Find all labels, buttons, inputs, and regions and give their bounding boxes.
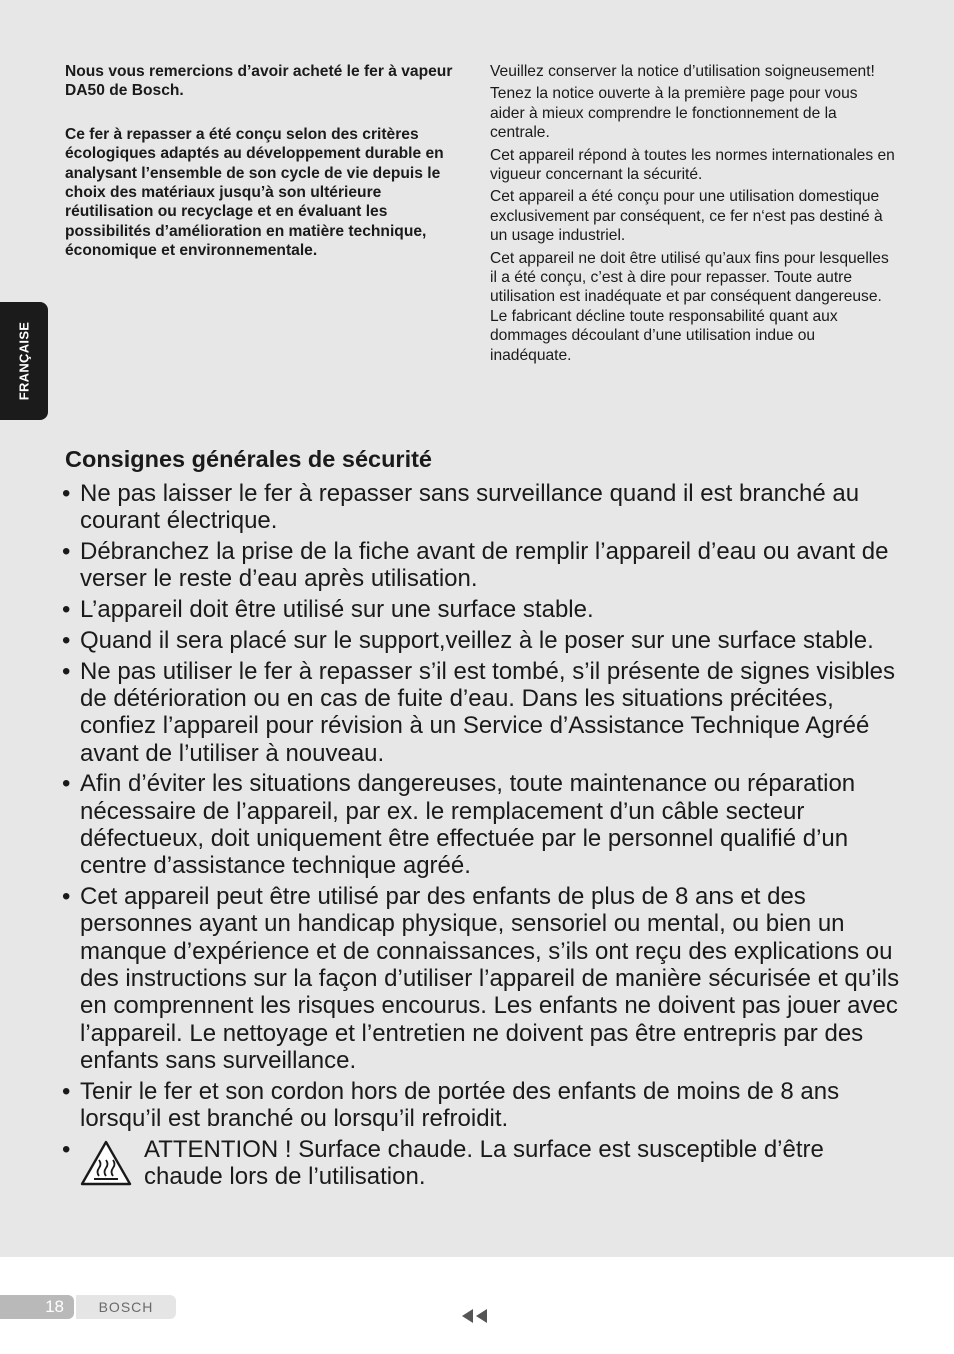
safety-item — [62, 596, 902, 623]
safety-warning-text: ATTENTION ! Surface chaude. La surface est susceptible d’être chaude lors de l’utilisation. — [144, 1135, 824, 1191]
safety-item — [62, 538, 902, 593]
bullet-marker: • — [62, 657, 71, 685]
safety-list — [62, 480, 902, 1194]
safety-warning-item — [62, 1136, 902, 1191]
intro-thanks-text: Nous vous remercions d’avoir acheté le fer à vapeur DA50 de Bosch. — [65, 63, 453, 100]
intro-right-column — [490, 62, 895, 368]
safety-item-text: L’appareil doit être utilisé sur une surface stable. — [80, 596, 594, 624]
safety-item — [62, 658, 902, 767]
safety-item-text: Quand il sera placé sur le support,veillez à le poser sur une surface stable. — [80, 626, 874, 654]
intro-open-manual-text: Tenez la notice ouverte à la première page pour vous aider à mieux comprendre le fonctionnement de la centrale. — [490, 85, 858, 142]
brand-label: BOSCH — [76, 1295, 176, 1319]
safety-item — [62, 480, 902, 535]
safety-item-text: Cet appareil peut être utilisé par des enfants de plus de 8 ans et des personnes ayant un handicap physique, sensoriel ou mental, ou bien un manque d’expérience et de connaissances, s’ils ont reçu des explications ou des instructions sur la façon d’utiliser l’appareil de manière sécurisée et qu’ils en comprennent les risques encourus. Les enfants ne doivent pas jouer avec l’appareil. Le nettoyage et l’entretien ne doivent pas être entrepris par des enfants sans surveillance. — [80, 883, 900, 1074]
safety-item-text: Ne pas utiliser le fer à repasser s’il est tombé, s’il présente de signes visibles de détérioration ou en cas de fuite d’eau. Dans les situations précitées, confiez l’appareil pour révision à un Service d’Assistance Technique Agréé avant de l’utiliser à nouveau. — [80, 657, 896, 767]
intro-keep-manual-text: Veuillez conserver la notice d’utilisation soigneusement! — [490, 63, 875, 80]
bullet-marker: • — [62, 1135, 71, 1163]
language-tab-label: FRANÇAISE — [16, 321, 32, 401]
intro-intended-use-text: Cet appareil ne doit être utilisé qu’aux fins pour lesquelles il a été conçu, c’est à dire pour repasser. Toute autre utilisation est inadéquate et par conséquent dangereuse. Le fabricant décline toute responsabilité quant aux dommages découlant d’une utilisation indue ou inadéquate. — [490, 249, 889, 364]
safety-item-text: Débranchez la prise de la fiche avant de remplir l’appareil d’eau ou avant de verser le reste d’eau après utilisation. — [80, 538, 889, 593]
safety-item-text: Afin d’éviter les situations dangereuses, toute maintenance ou réparation nécessaire de l’appareil, par ex. le remplacement d’un câble secteur défectueux, doit uniquement être effectuée par le personnel qualifié d’un centre d’assistance technique agréé. — [80, 770, 856, 880]
safety-item — [62, 883, 902, 1074]
intro-left-column — [65, 62, 460, 285]
bullet-marker: • — [62, 538, 71, 566]
safety-item — [62, 770, 902, 879]
bullet-marker: • — [62, 883, 71, 911]
safety-item — [62, 627, 902, 654]
safety-item — [62, 1078, 902, 1133]
safety-item-text: Tenir le fer et son cordon hors de portée des enfants de moins de 8 ans lorsqu’il est branché ou lorsqu’il refroidit. — [80, 1077, 840, 1133]
intro-domestic-use-text: Cet appareil a été conçu pour une utilisation domestique exclusivement par conséquent, ce fer n‘est pas destiné à un usage industriel. — [490, 188, 883, 245]
intro-ecology-text: Ce fer à repasser a été conçu selon des critères écologiques adaptés au développement durable en analysant l’ensemble de son cycle de vie depuis le choix des matériaux jusqu’à son ultérieure réutilisation ou recyclage et en évaluant les possibilités d’amélioration en matière technique, économique et environnementale. — [65, 125, 444, 260]
language-tab — [0, 302, 48, 420]
hot-surface-warning-icon — [80, 1140, 132, 1186]
bullet-marker: • — [62, 1077, 71, 1105]
bullet-marker: • — [62, 596, 71, 624]
page-footer — [0, 1295, 176, 1319]
previous-page-arrows-icon[interactable] — [462, 1308, 490, 1324]
intro-standards-text: Cet appareil répond à toutes les normes internationales en vigueur concernant la sécurité. — [490, 146, 895, 184]
bullet-marker: • — [62, 770, 71, 798]
page-number: 18 — [0, 1295, 74, 1319]
safety-section-title: Consignes générales de sécurité — [65, 446, 433, 472]
bullet-marker: • — [62, 480, 71, 507]
bullet-marker: • — [62, 626, 71, 654]
safety-item-text: Ne pas laisser le fer à repasser sans surveillance quand il est branché au courant électrique. — [80, 480, 860, 535]
